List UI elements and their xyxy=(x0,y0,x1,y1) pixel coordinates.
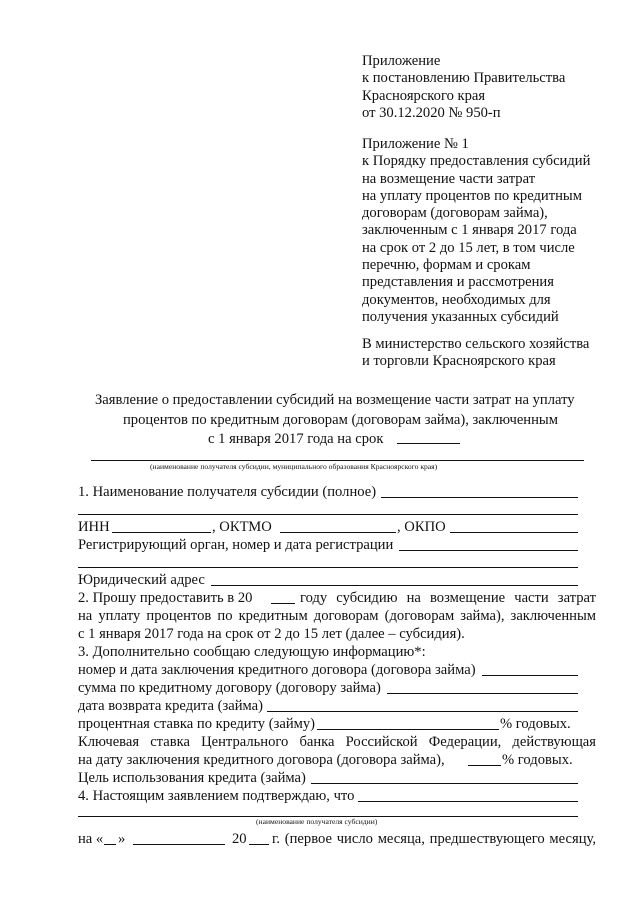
item1-label: 1. Наименование получателя субсидии (полное) xyxy=(78,484,377,500)
item2-line1-part2: году субсидию на возмещение части затрат xyxy=(300,590,596,606)
document-title-line-1: Заявление о предоставлении субсидий на возмещение части затрат на уплату xyxy=(95,392,575,408)
loan-number-date-label: номер и дата заключения кредитного договора (договора займа) xyxy=(78,662,476,678)
annex-main-line: к постановлению Правительства xyxy=(362,70,566,87)
reg-body-continued-field[interactable] xyxy=(78,567,578,568)
addressee xyxy=(362,336,589,371)
document-title-line-3: с 1 января 2017 года на срок xyxy=(208,431,384,447)
legal-address-label: Юридический адрес xyxy=(78,572,205,588)
date-open-quote: на « xyxy=(78,831,104,847)
interest-rate-field[interactable] xyxy=(317,729,499,730)
interest-rate-label: процентная ставка по кредиту (займу) xyxy=(78,716,316,732)
annex-one-line: заключенным с 1 января 2017 года xyxy=(362,222,577,239)
annex-one-line: на возмещение части затрат xyxy=(362,170,536,187)
annex-one-line: на уплату процентов по кредитным xyxy=(362,187,582,204)
annex-main-line: Приложение xyxy=(362,53,441,69)
annex-main-line: Красноярского края xyxy=(362,87,486,104)
date-close-quote: » xyxy=(118,831,126,847)
recipient-full-name-field[interactable] xyxy=(381,497,578,498)
item3-heading: 3. Дополнительно сообщаю следующую информацию*: xyxy=(78,644,426,660)
oktmo-label: , ОКТМО xyxy=(212,519,272,535)
loan-amount-label: сумма по кредитному договору (договору займа) xyxy=(78,680,381,696)
annex-one-line: на срок от 2 до 15 лет, в том числе xyxy=(362,239,575,256)
item2-line3: с 1 января 2017 года на срок от 2 до 15 лет (далее – субсидия). xyxy=(78,626,465,642)
key-rate-line2: на дату заключения кредитного договора (договора займа), xyxy=(78,752,445,768)
recipient-caption: (наименование получателя субсидии) xyxy=(256,817,378,826)
recipient-municipality-caption: (наименование получателя субсидии, муниципального образования Красноярского края) xyxy=(150,462,438,471)
annex-one-line: договорам (договорам займа), xyxy=(362,205,548,222)
addressee-line: В министерство сельского хозяйства xyxy=(362,336,590,352)
annex-one-line: представления и рассмотрения xyxy=(362,274,554,291)
okpo-field[interactable] xyxy=(450,532,578,533)
item2-line2: на уплату процентов по кредитным договорам (договорам займа), заключенным xyxy=(78,608,596,624)
item4-label: 4. Настоящим заявлением подтверждаю, что xyxy=(78,788,355,804)
item2-line1-part1: 2. Прошу предоставить в 20 xyxy=(78,590,253,606)
key-rate-field[interactable] xyxy=(468,765,501,766)
annex-one-line: получения указанных субсидий xyxy=(362,308,559,325)
return-date-field[interactable] xyxy=(267,711,578,712)
annex-one-line: перечню, формам и срокам xyxy=(362,257,531,274)
interest-rate-unit: % годовых. xyxy=(500,716,571,732)
loan-number-date-field[interactable] xyxy=(482,675,578,676)
reg-body-field[interactable] xyxy=(399,550,578,551)
annex-main xyxy=(362,53,565,122)
annex-one xyxy=(362,136,590,326)
date-year-field[interactable] xyxy=(249,844,269,845)
annex-one-line: Приложение № 1 xyxy=(362,136,469,152)
term-field[interactable] xyxy=(397,443,460,444)
legal-address-field[interactable] xyxy=(211,585,578,586)
date-year-prefix: 20 xyxy=(232,831,247,847)
document-title-line-2: процентов по кредитным договорам (договорам займа), заключенным xyxy=(123,412,558,428)
loan-purpose-field[interactable] xyxy=(311,783,578,784)
date-day-field[interactable] xyxy=(104,844,116,845)
key-rate-line1: Ключевая ставка Центрального банка Российской Федерации, действующая xyxy=(78,734,596,750)
reg-body-label: Регистрирующий орган, номер и дата регистрации xyxy=(78,537,394,553)
annex-one-line: документов, необходимых для xyxy=(362,291,551,308)
year-field[interactable] xyxy=(271,603,295,604)
annex-main-line: от 30.12.2020 № 950-п xyxy=(362,104,501,121)
key-rate-unit: % годовых. xyxy=(502,752,573,768)
addressee-line: и торговли Красноярского края xyxy=(362,353,556,370)
annex-one-line: к Порядку предоставления субсидий xyxy=(362,153,591,170)
loan-purpose-label: Цель использования кредита (займа) xyxy=(78,770,306,786)
inn-field[interactable] xyxy=(112,532,211,533)
oktmo-field[interactable] xyxy=(280,532,396,533)
confirmation-field[interactable] xyxy=(358,801,578,802)
date-tail: г. (первое число месяца, предшествующего месяцу, xyxy=(272,831,596,847)
okpo-label: , ОКПО xyxy=(397,519,446,535)
recipient-municipality-field[interactable] xyxy=(91,460,584,461)
recipient-full-name-continued-field[interactable] xyxy=(78,514,578,515)
date-month-field[interactable] xyxy=(133,844,225,845)
loan-amount-field[interactable] xyxy=(387,693,578,694)
inn-label: ИНН xyxy=(78,519,110,535)
return-date-label: дата возврата кредита (займа) xyxy=(78,698,264,714)
